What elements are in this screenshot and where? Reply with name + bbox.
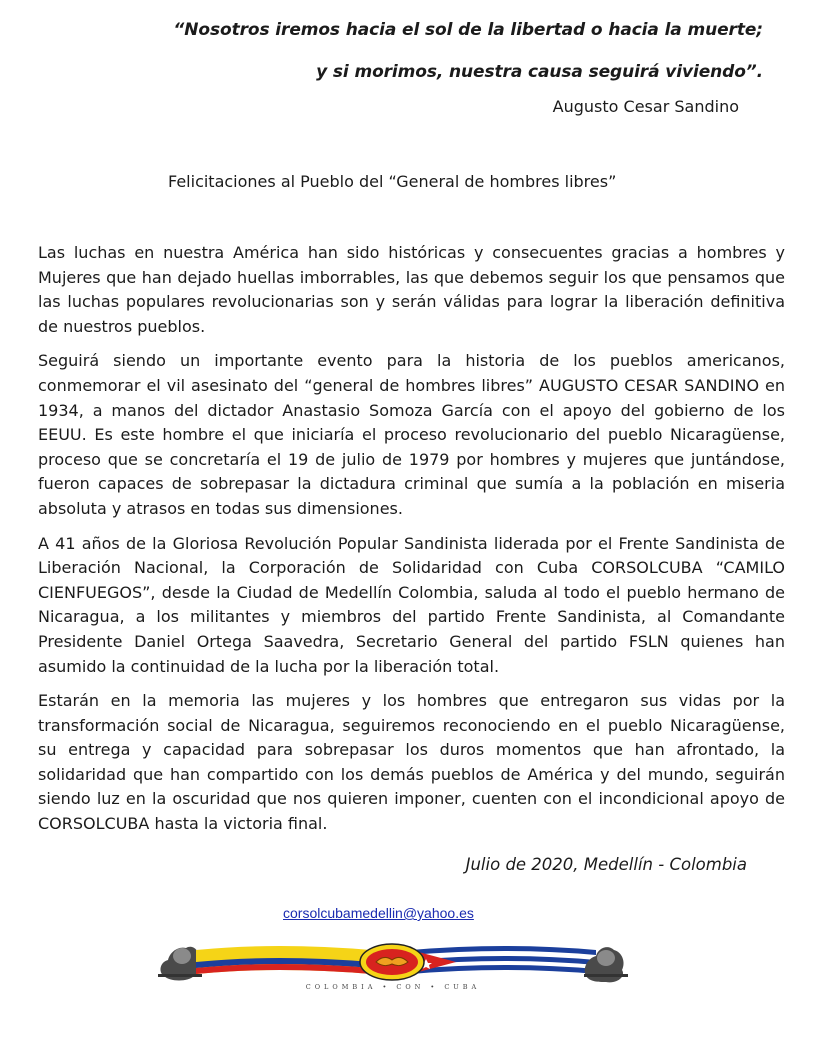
- paragraph-4: Estarán en la memoria las mujeres y los hombres que entregaron sus vidas por la transformación social de Nicaragua, seguiremos reconociendo en el pueblo Nicaragüense, su entrega y capacidad para sobrepasar los duros momentos que han afrontado, la solidaridad que han compartido con los demás pueblos de América y del mundo, seguirán siendo luz en la oscuridad que nos quieren imponer, cuenten con el incondicional apoyo de CORSOLCUBA hasta la victoria final.: [38, 691, 785, 834]
- colombia-flag: [196, 946, 371, 974]
- corsolcuba-logo: [156, 932, 630, 994]
- email-link[interactable]: corsolcubamedellin@yahoo.es: [283, 905, 474, 921]
- paragraph-3: A 41 años de la Gloriosa Revolución Popular Sandinista liderada por el Frente Sandinista de Liberación Nacional, la Corporación de Solidaridad con Cuba CORSOLCUBA “CAMILO CIENFUEGOS”, desde la Ciudad de Medellín Colombia, saluda al todo el pueblo hermano de Nicaragua, a los militantes y miembros del partido Frente Sandinista, al Comandante Presidente Daniel Ortega Saavedra, Secretario General del partido FSLN quienes han asumido la continuidad de la lucha por la liberación total.: [38, 533, 785, 676]
- epigraph-quote-line-2: y si morimos, nuestra causa seguirá viviendo”.: [316, 62, 763, 82]
- letter-body: [38, 241, 785, 847]
- epigraph-author: Augusto Cesar Sandino: [552, 97, 739, 116]
- epigraph-quote-line-1: “Nosotros iremos hacia el sol de la libertad o hacia la muerte;: [173, 20, 763, 40]
- paragraph-2: Seguirá siendo un importante evento para la historia de los pueblos americanos, conmemorar el vil asesinato del “general de hombres libres” AUGUSTO CESAR SANDINO en 1934, a manos del dictador Anastasio Somoza García con el apoyo del gobierno de los EEUU. Es este hombre el que iniciaría el proceso revolucionario del pueblo Nicaragüense, proceso que se concretaría el 19 de julio de 1979 por hombres y mujeres que juntándose, fueron capaces de sobrepasar la dictadura criminal que sumía a la población en miseria absoluta y atrasos en todas sus dimensiones.: [38, 351, 785, 518]
- logo-caption: COLOMBIA • CON • CUBA: [305, 983, 481, 991]
- paragraph-1: Las luchas en nuestra América han sido históricas y consecuentes gracias a hombres y Mujeres que han dejado huellas imborrables, las que debemos seguir los que pensamos que las luchas populares revolucionarias son y serán válidas para lograr la liberación definitiva de nuestros pueblos.: [38, 243, 785, 336]
- left-portrait-figure: [158, 947, 202, 981]
- handshake-emblem: [360, 944, 424, 980]
- dateline: Julio de 2020, Medellín - Colombia: [465, 855, 747, 874]
- document-heading: Felicitaciones al Pueblo del “General de hombres libres”: [168, 172, 617, 191]
- cuba-flag: [411, 946, 596, 974]
